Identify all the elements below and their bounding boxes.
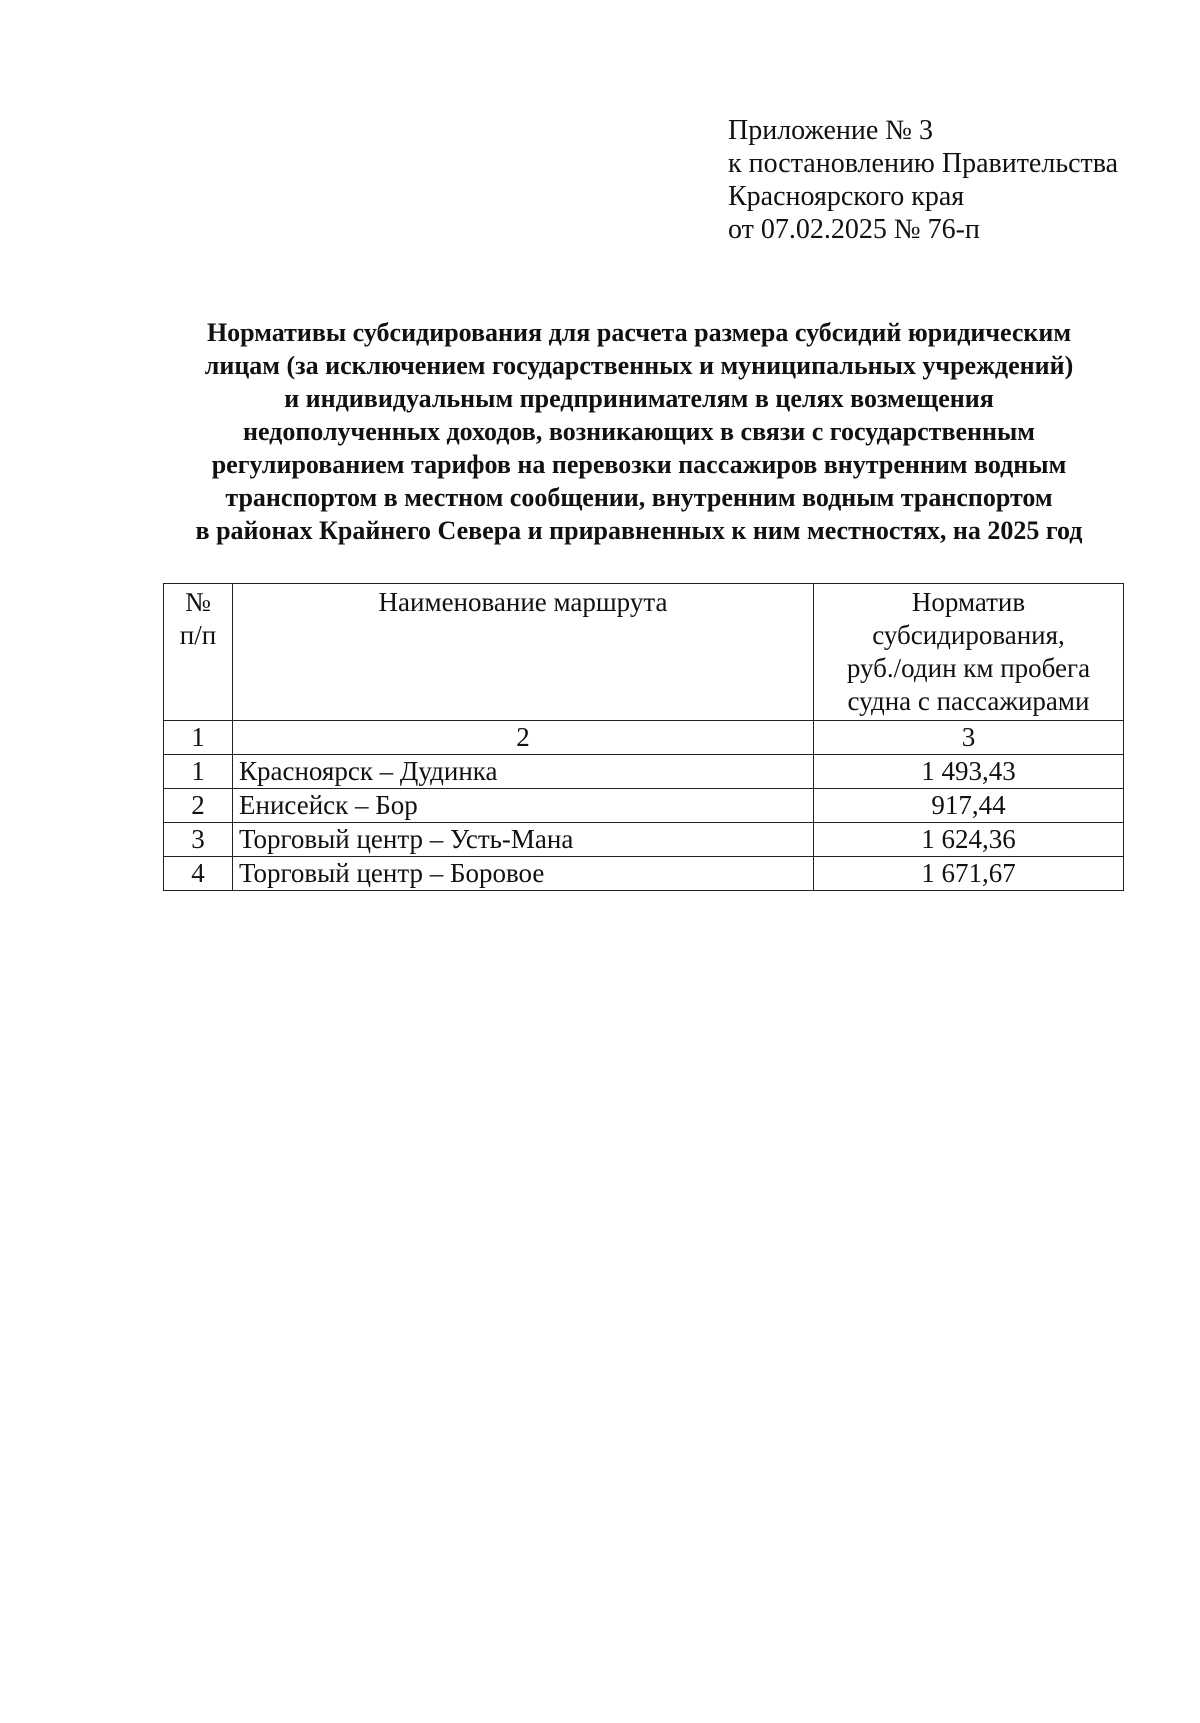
row-number: 1 bbox=[164, 755, 233, 789]
table-row bbox=[164, 789, 1124, 823]
row-number: 4 bbox=[164, 857, 233, 891]
route-name: Торговый центр – Усть-Мана bbox=[233, 823, 814, 857]
title-line: в районах Крайнего Севера и приравненных к ним местностях, на 2025 год bbox=[195, 516, 1083, 545]
row-number: 2 bbox=[164, 789, 233, 823]
route-name: Красноярск – Дудинка bbox=[233, 755, 814, 789]
norm-value: 1 671,67 bbox=[814, 857, 1124, 891]
header-number-line: п/п bbox=[179, 620, 217, 650]
title-line: транспортом в местном сообщении, внутренним водным транспортом bbox=[225, 483, 1053, 512]
header-number-line: № bbox=[185, 587, 211, 617]
header-norm-line: Норматив bbox=[911, 587, 1026, 617]
header-norm-line: судна с пассажирами bbox=[847, 686, 1090, 716]
header-route: Наименование маршрута bbox=[233, 584, 814, 721]
title-line: лицам (за исключением государственных и муниципальных учреждений) bbox=[204, 351, 1074, 380]
row-number: 3 bbox=[164, 823, 233, 857]
column-number: 3 bbox=[814, 721, 1124, 755]
appendix-region: Красноярского края bbox=[728, 181, 965, 212]
table-row bbox=[164, 857, 1124, 891]
title-line: регулированием тарифов на перевозки пассажиров внутренним водным bbox=[211, 450, 1067, 479]
norm-value: 917,44 bbox=[814, 789, 1124, 823]
appendix-reference: к постановлению Правительства bbox=[728, 148, 1119, 179]
header-norm bbox=[814, 584, 1124, 721]
norm-value: 1 624,36 bbox=[814, 823, 1124, 857]
header-norm-line: руб./один км пробега bbox=[846, 653, 1091, 683]
table-row bbox=[164, 823, 1124, 857]
column-number: 2 bbox=[233, 721, 814, 755]
title-line: недополученных доходов, возникающих в связи с государственным bbox=[243, 417, 1035, 446]
document-title bbox=[148, 316, 1130, 547]
header-norm-line: субсидирования, bbox=[872, 620, 1065, 650]
column-number-row bbox=[164, 721, 1124, 755]
column-number: 1 bbox=[164, 721, 233, 755]
appendix-date-number: от 07.02.2025 № 76-п bbox=[728, 214, 980, 245]
route-name: Торговый центр – Боровое bbox=[233, 857, 814, 891]
table-row bbox=[164, 755, 1124, 789]
subsidy-norms-table bbox=[163, 583, 1124, 891]
title-line: и индивидуальным предпринимателям в целях возмещения bbox=[284, 384, 994, 413]
norm-value: 1 493,43 bbox=[814, 755, 1124, 789]
appendix-number: Приложение № 3 bbox=[728, 115, 933, 146]
appendix-header bbox=[728, 114, 1118, 246]
route-name: Енисейск – Бор bbox=[233, 789, 814, 823]
table-header-row bbox=[164, 584, 1124, 721]
title-line: Нормативы субсидирования для расчета размера субсидий юридическим bbox=[206, 318, 1072, 347]
header-number bbox=[164, 584, 233, 721]
